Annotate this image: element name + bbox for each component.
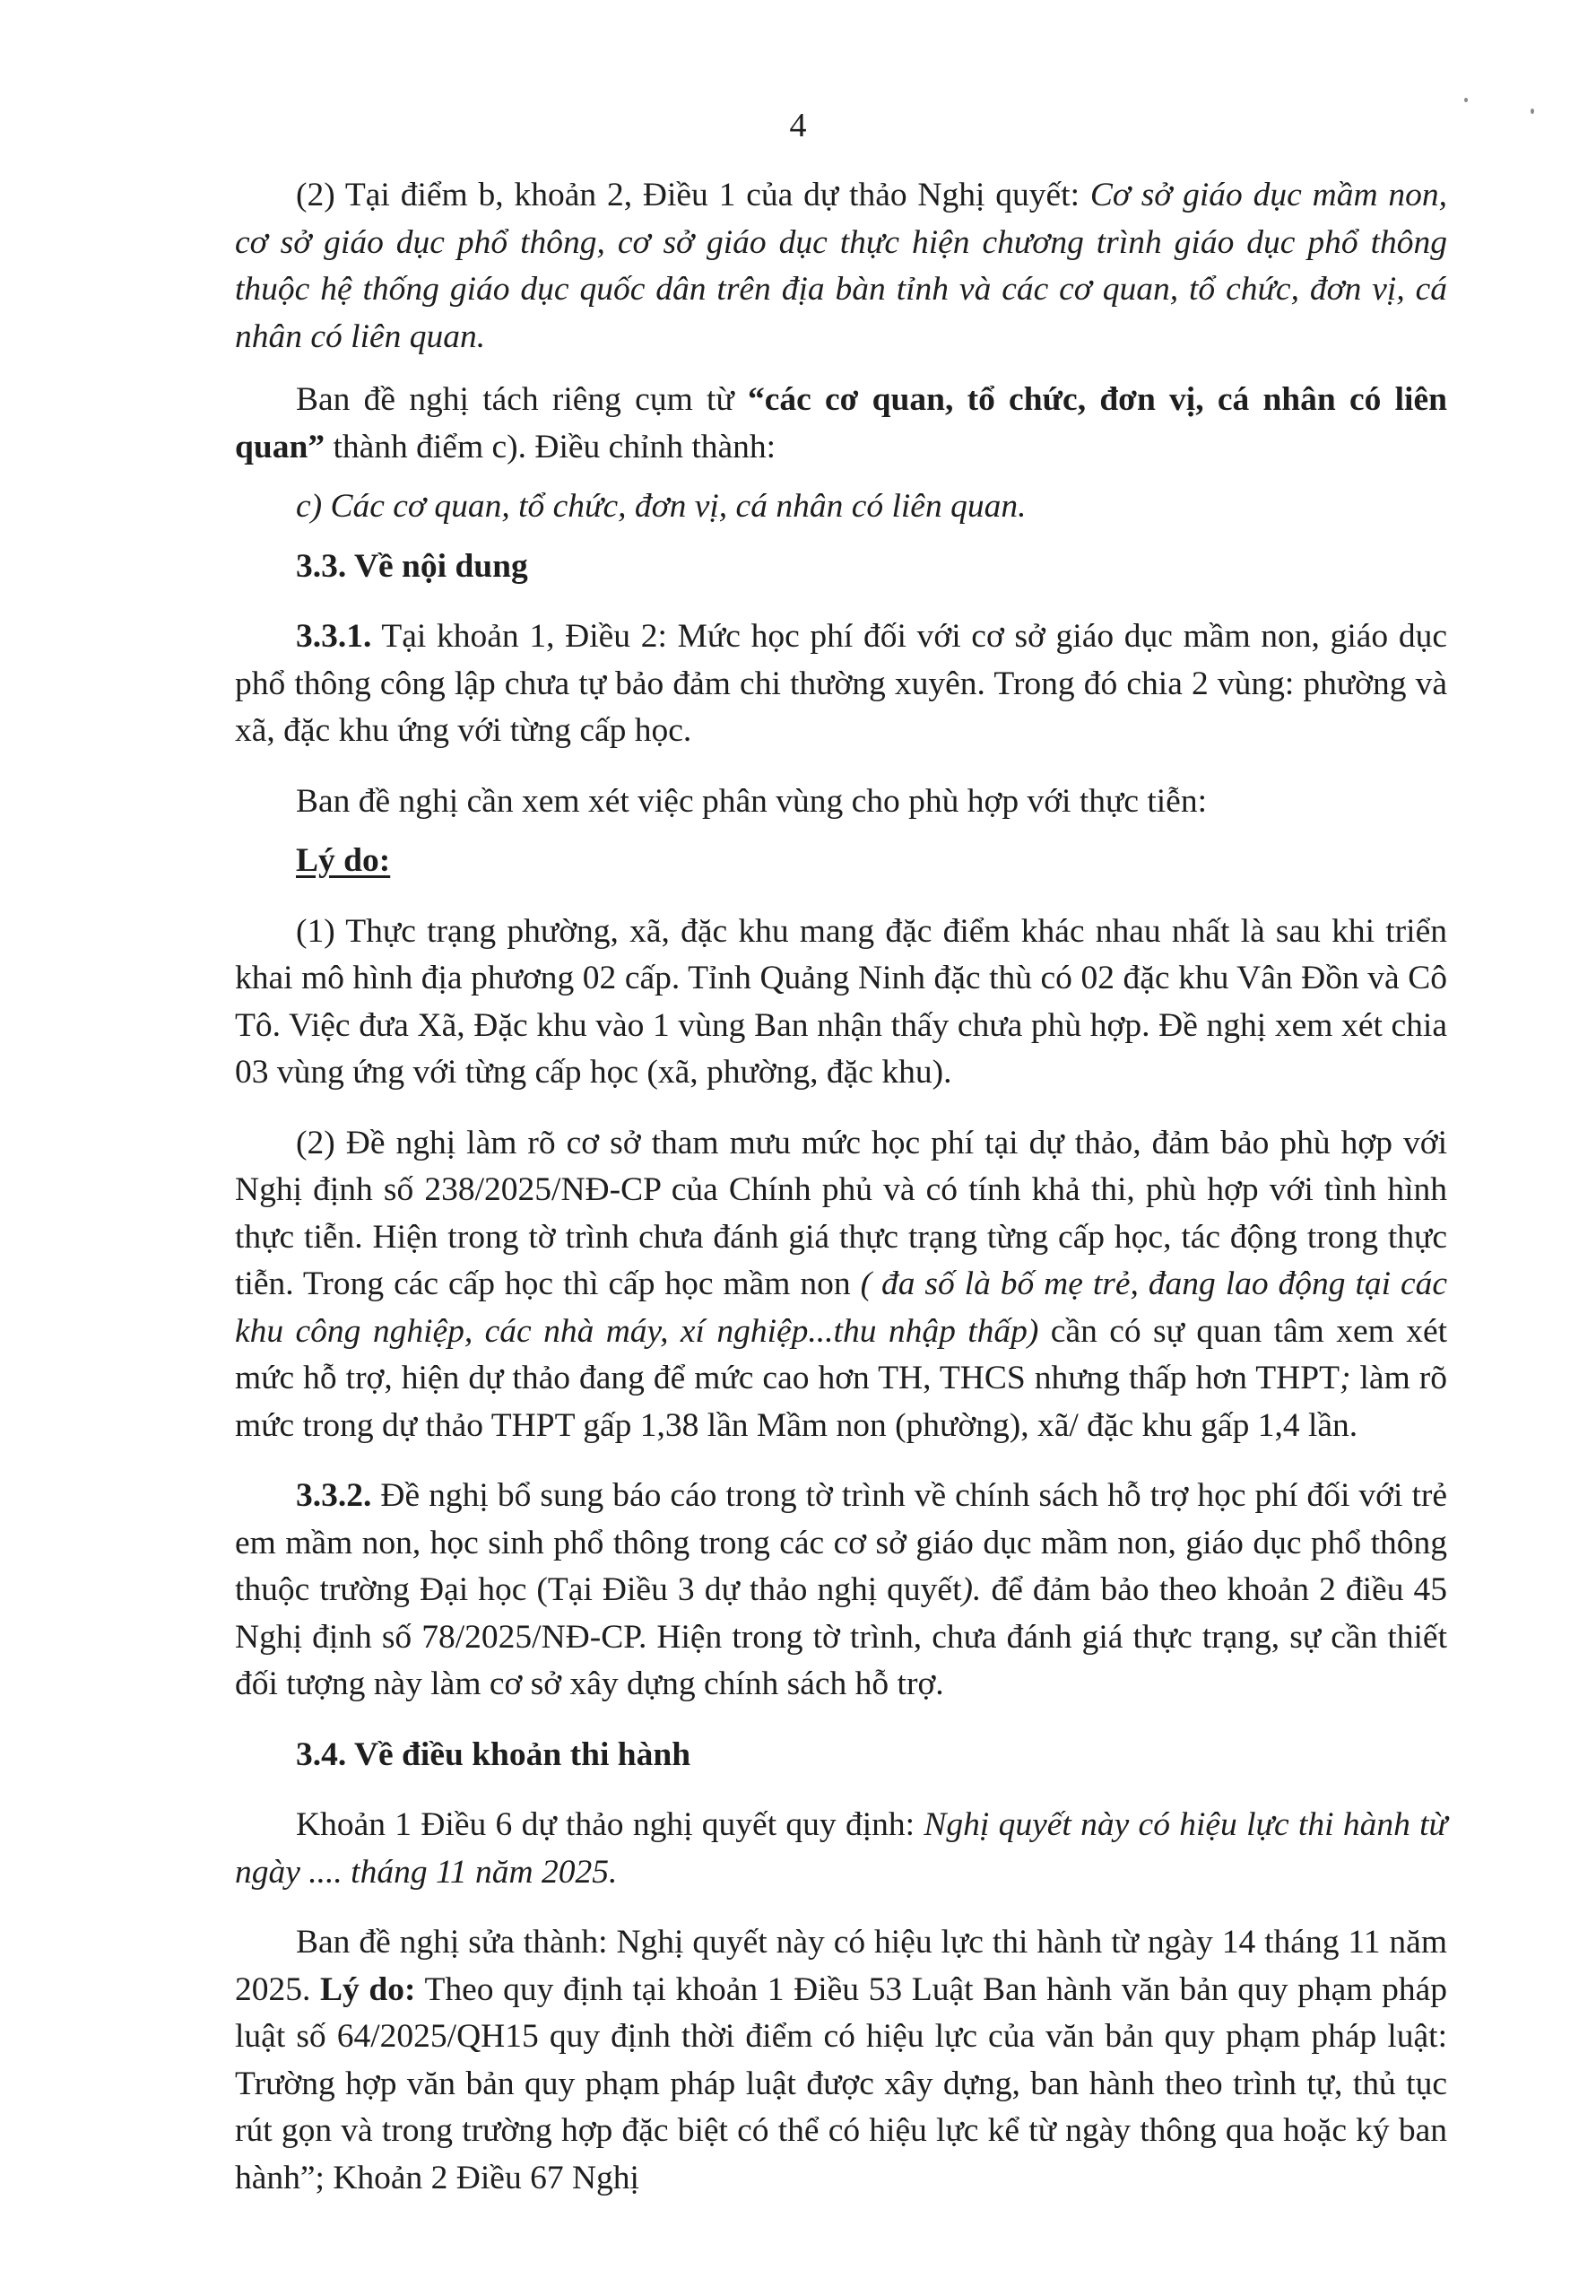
quoted-draft-text: Nghị quyết này có hiệu lực thi hành từ ngày .... tháng 11 năm 2025. — [235, 1806, 1447, 1891]
reason-label-inline: Lý do: — [320, 1970, 416, 2008]
quoted-draft-text: Cơ sở giáo dục mầm non, cơ sở giáo dục phổ thông, cơ sở giáo dục thực hiện chương trình giáo dục phổ thông thuộc hệ thống giáo dục quốc dân trên địa bàn tỉnh và các cơ quan, tổ chức, đơn vị, cá nhân có liên quan. — [235, 177, 1447, 355]
heading-3-3: 3.3. Về nội dung — [296, 547, 528, 585]
scan-speck — [1464, 98, 1468, 102]
paragraph-point-c: c) Các cơ quan, tổ chức, đơn vị, cá nhân có liên quan. — [296, 488, 1027, 525]
reason-label: Lý do: — [296, 842, 391, 879]
paragraph-text: Ban đề nghị sửa thành: Nghị quyết này có hiệu lực thi hành từ ngày 14 tháng 11 năm 2025. — [235, 1924, 1447, 2008]
italic-semicolon: ; — [1340, 1360, 1351, 1396]
paragraph-3-3-1 — [235, 613, 1447, 755]
section-label: 3.3.1. — [296, 618, 372, 655]
page-number: 4 — [789, 107, 807, 144]
paragraph-text: Đề nghị bổ sung báo cáo trong tờ trình về chính sách hỗ trợ học phí đối với trẻ em mầm non, học sinh phổ thông trong các cơ sở giáo dục mầm non, giáo dục phổ thông thuộc trường Đại học (Tại Điều 3 dự thảo nghị quyết — [235, 1477, 1447, 1608]
paragraph-lead: (2) Tại điểm b, khoản 2, Điều 1 của dự thảo Nghị quyết: — [296, 177, 1090, 213]
bold-phrase: “các cơ quan, tổ chức, đơn vị, cá nhân có liên quan” — [235, 381, 1447, 465]
reason-text: cần có sự quan tâm xem xét mức hỗ trợ, hiện dự thảo đang để mức cao hơn TH, THCS nhưng thấp hơn THPT — [235, 1312, 1448, 1396]
paragraph-khoan-1 — [235, 1802, 1447, 1896]
document-body — [235, 172, 1447, 2202]
italic-punct: ). — [961, 1571, 982, 1608]
heading-3-4: 3.4. Về điều khoản thi hành — [296, 1735, 691, 1773]
paragraph-text: Theo quy định tại khoản 1 Điều 53 Luật Ban hành văn bản quy phạm pháp luật số 64/2025/QH15 quy định thời điểm có hiệu lực của văn bản quy phạm pháp luật: Trường hợp văn bản quy phạm pháp luật được xây dựng, ban hành theo trình tự, thủ tục rút gọn và trong trường hợp đặc biệt có thể có hiệu lực kể từ ngày thông qua hoặc ký ban hành”; Khoản 2 Điều 67 Nghị — [235, 1970, 1447, 2196]
reason-text: (2) Đề nghị làm rõ cơ sở tham mưu mức học phí tại dự thảo, đảm bảo phù hợp với Nghị định số 238/2025/NĐ-CP của Chính phủ và có tính khả thi, phù hợp với tình hình thực tiễn. Hiện trong tờ trình chưa đánh giá thực trạng từng cấp học, tác động trong thực tiễn. Trong các cấp học thì cấp học mầm non — [235, 1124, 1447, 1302]
paragraph-3-3-2 — [235, 1473, 1447, 1709]
paragraph-tail: thành điểm c). Điều chỉnh thành: — [325, 428, 776, 465]
reason-text: làm rõ mức trong dự thảo THPT gấp 1,38 lần Mầm non (phường), xã/ đặc khu gấp 1,4 lần. — [235, 1360, 1447, 1444]
section-label: 3.3.2. — [296, 1477, 372, 1514]
paragraph-point-b — [235, 172, 1447, 361]
paragraph-lead: Ban đề nghị tách riêng cụm từ — [296, 381, 748, 418]
italic-note: ( đa số là bố mẹ trẻ, đang lao động tại các khu công nghiệp, các nhà máy, xí nghiệp...thu nhập thấp) — [235, 1265, 1447, 1350]
reason-1: (1) Thực trạng phường, xã, đặc khu mang đặc điểm khác nhau nhất là sau khi triển khai mô hình địa phương 02 cấp. Tỉnh Quảng Ninh đặc thù có 02 đặc khu Vân Đồn và Cô Tô. Việc đưa Xã, Đặc khu vào 1 vùng Ban nhận thấy chưa phù hợp. Đề nghị xem xét chia 03 vùng ứng với từng cấp học (xã, phường, đặc khu). — [235, 912, 1447, 1091]
reason-2 — [235, 1120, 1447, 1450]
paragraph-lead: Khoản 1 Điều 6 dự thảo nghị quyết quy định: — [296, 1806, 924, 1843]
paragraph-separate-phrase — [235, 377, 1447, 471]
paragraph-text: để đảm bảo theo khoản 2 điều 45 Nghị định số 78/2025/NĐ-CP. Hiện trong tờ trình, chưa đánh giá thực trạng, sự cần thiết đối tượng này làm cơ sở xây dựng chính sách hỗ trợ. — [235, 1571, 1448, 1702]
paragraph-zoning-proposal: Ban đề nghị cần xem xét việc phân vùng cho phù hợp với thực tiễn: — [296, 782, 1207, 820]
paragraph-text: Tại khoản 1, Điều 2: Mức học phí đối với cơ sở giáo dục mầm non, giáo dục phổ thông công lập chưa tự bảo đảm chi thường xuyên. Trong đó chia 2 vùng: phường và xã, đặc khu ứng với từng cấp học. — [235, 618, 1447, 749]
paragraph-proposed-amendment — [235, 1919, 1447, 2202]
